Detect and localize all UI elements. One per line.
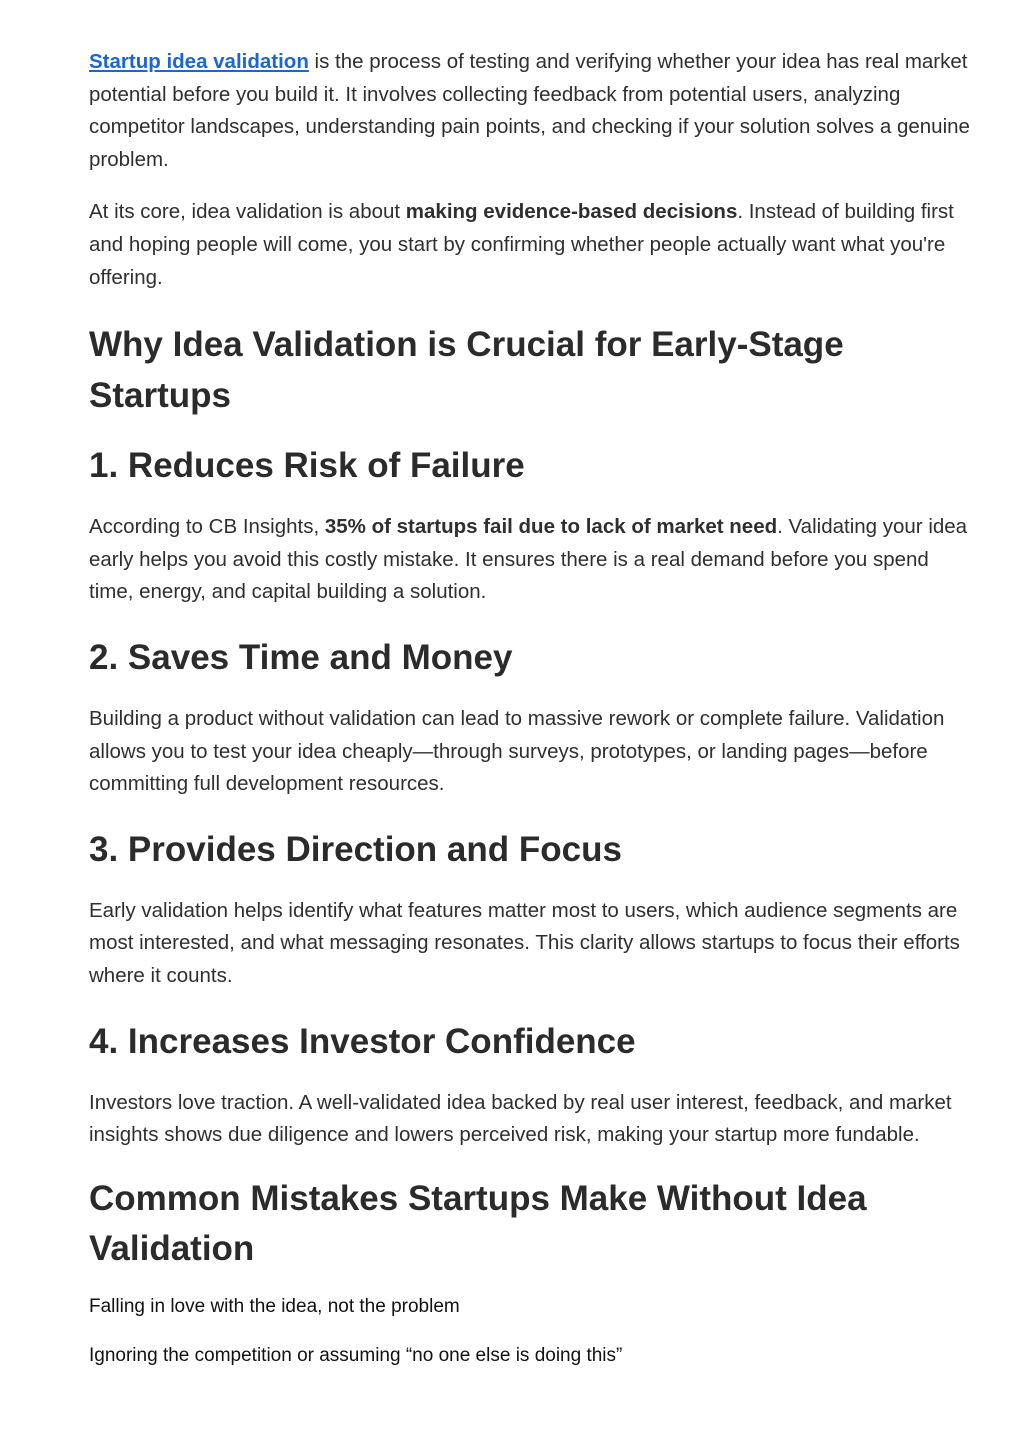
reason-4-paragraph: Investors love traction. A well-validated idea backed by real user interest, feedback, and market insights shows due diligence and lowers perceived risk, making your startup more fundable. [89, 1090, 952, 1147]
reason-1-paragraph [89, 511, 974, 609]
reason-1-text-before: According to CB Insights, [89, 515, 325, 539]
why-heading: Why Idea Validation is Crucial for Early-Stage Startups [89, 325, 844, 415]
startup-idea-validation-link[interactable]: Startup idea validation [89, 50, 309, 73]
mistakes-heading: Common Mistakes Startups Make Without Idea Validation [89, 1178, 867, 1269]
core-text-before: At its core, idea validation is about [89, 200, 406, 224]
reason-2-paragraph: Building a product without validation can lead to massive rework or complete failure. Validation allows you to test your idea cheaply—through surveys, prototypes, or landing pages—before committing full development resources. [89, 706, 945, 796]
core-text-after: . Instead of building first and hoping people will come, you start by confirming whether people actually want what you're offering. [89, 200, 954, 289]
reason-4-heading: 4. Increases Investor Confidence [89, 1021, 636, 1061]
intro-paragraph-text: is the process of testing and verifying whether your idea has real market potential before you build it. It involves collecting feedback from potential users, analyzing competitor landscapes, understanding pain points, and checking if your solution solves a genuine problem. [89, 50, 970, 171]
mistake-item-2: Ignoring the competition or assuming “no one else is doing this” [89, 1344, 623, 1366]
intro-paragraph [89, 46, 974, 176]
core-bold-phrase: making evidence-based decisions [405, 200, 738, 224]
reason-2-heading: 2. Saves Time and Money [89, 637, 513, 677]
reason-1-bold-stat: 35% of startups fail due to lack of market need [324, 515, 778, 539]
mistake-item-1: Falling in love with the idea, not the problem [89, 1295, 460, 1317]
reason-1-text-after: . Validating your idea early helps you avoid this costly mistake. It ensures there is a real demand before you spend time, energy, and capital building a solution. [89, 515, 968, 604]
reason-3-paragraph: Early validation helps identify what features matter most to users, which audience segments are most interested, and what messaging resonates. This clarity allows startups to focus their efforts where it counts. [89, 898, 960, 987]
reason-1-heading: 1. Reduces Risk of Failure [89, 446, 525, 486]
reason-3-heading: 3. Provides Direction and Focus [89, 829, 622, 869]
core-paragraph [89, 196, 974, 294]
